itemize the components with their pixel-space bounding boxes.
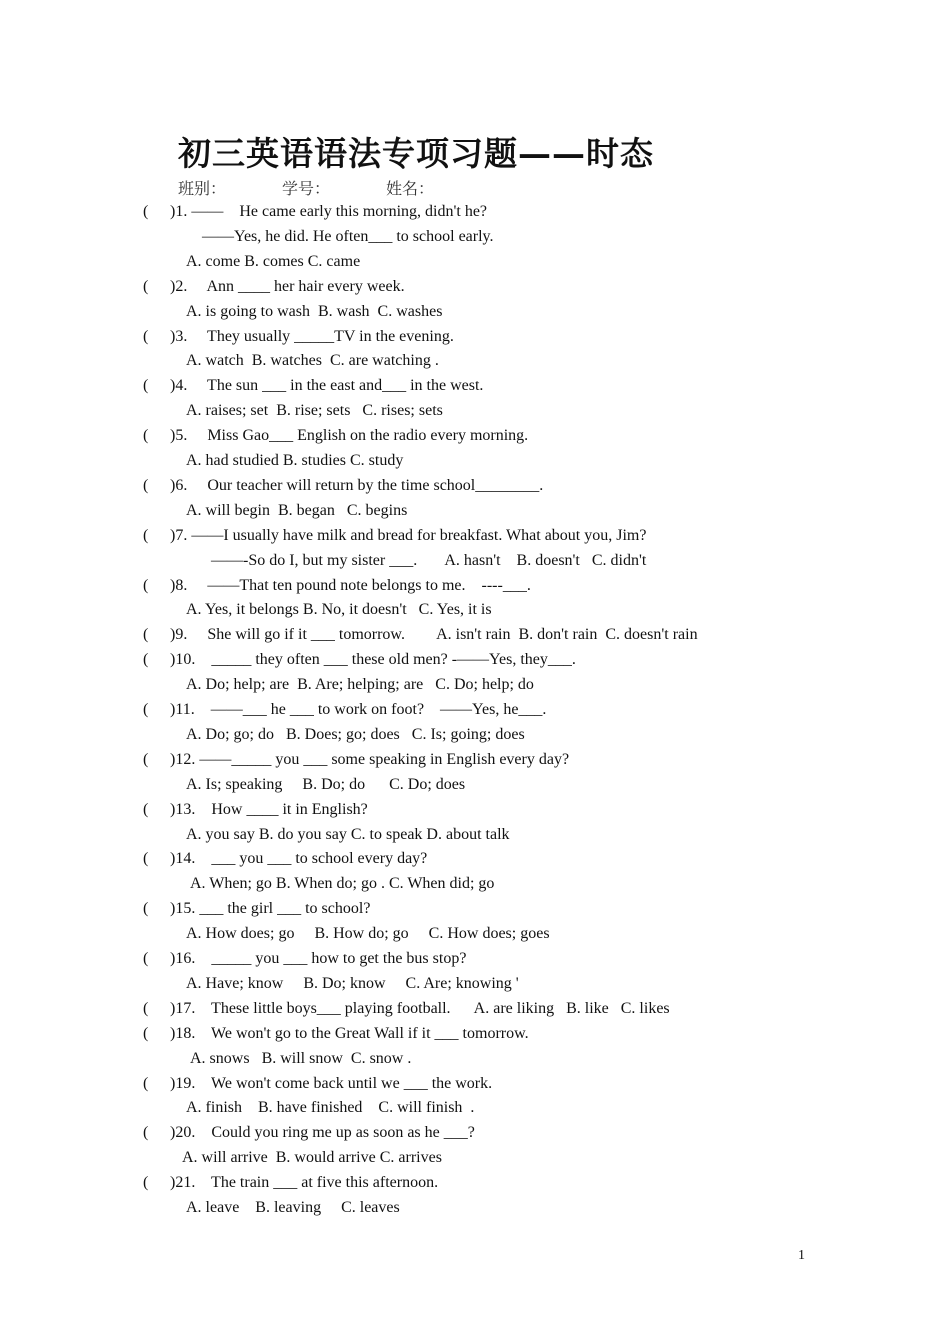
answer-paren-open: ( xyxy=(143,999,149,1017)
question-text: )17. These little boys___ playing football. A. are liking B. like C. likes xyxy=(170,999,670,1017)
question-text: )13. How ____ it in English? xyxy=(170,800,368,818)
question-text: )7. ——I usually have milk and bread for breakfast. What about you, Jim? xyxy=(170,526,647,544)
question-text: )16. _____ you ___ how to get the bus stop? xyxy=(170,950,467,967)
answer-options: A. How does; go B. How do; go C. How does; goes xyxy=(186,925,550,943)
question-text: )8. ——That ten pound note belongs to me. ----___. xyxy=(170,576,531,594)
question-text: )15. ___ the girl ___ to school? xyxy=(170,900,371,918)
answer-options: A. When; go B. When do; go . C. When did; go xyxy=(190,875,495,893)
answer-options: A. Do; help; are B. Are; helping; are C. Do; help; do xyxy=(186,676,534,694)
page-number: 1 xyxy=(798,1248,805,1263)
question-text: )19. We won't come back until we ___ the work. xyxy=(170,1074,493,1092)
answer-options: A. snows B. will snow C. snow . xyxy=(190,1049,412,1067)
answer-paren-open: ( xyxy=(143,327,149,345)
answer-options: A. Do; go; do B. Does; go; does C. Is; going; does xyxy=(186,725,525,743)
answer-options: A. is going to wash B. wash C. washes xyxy=(186,302,443,320)
answer-options: A. Is; speaking B. Do; do C. Do; does xyxy=(186,775,466,793)
question-text: )18. We won't go to the Great Wall if it ___ tomorrow. xyxy=(170,1024,529,1042)
answer-options: A. leave B. leaving C. leaves xyxy=(186,1199,400,1216)
question-text: )20. Could you ring me up as soon as he ___? xyxy=(170,1124,475,1142)
answer-options: A. come B. comes C. came xyxy=(186,252,361,270)
answer-paren-open: ( xyxy=(143,427,149,445)
student-id-label: 学号： xyxy=(282,179,331,198)
question-text: )9. She will go if it ___ tomorrow. A. isn't rain B. don't rain C. doesn't rain xyxy=(170,626,698,644)
page-title: 初三英语语法专项习题——时态 xyxy=(178,134,654,173)
answer-options: A. watch B. watches C. are watching . xyxy=(186,352,439,370)
question-text: )1. —— He came early this morning, didn't he? xyxy=(170,203,488,220)
question-text: )3. They usually _____TV in the evening. xyxy=(170,327,454,345)
name-label: 姓名： xyxy=(386,179,435,198)
answer-paren-open: ( xyxy=(143,900,149,918)
answer-paren-open: ( xyxy=(143,203,149,220)
question-text: )5. Miss Gao___ English on the radio every morning. xyxy=(170,427,529,445)
answer-options: A. will begin B. began C. begins xyxy=(186,501,408,519)
answer-options: A. had studied B. studies C. study xyxy=(186,452,404,469)
question-text: )4. The sun ___ in the east and___ in the west. xyxy=(170,377,484,395)
answer-options: ——Yes, he did. He often___ to school early. xyxy=(202,227,494,245)
question-text: )6. Our teacher will return by the time school________. xyxy=(170,476,544,494)
answer-paren-open: ( xyxy=(143,626,149,644)
class-label: 班别： xyxy=(178,179,227,198)
answer-paren-open: ( xyxy=(143,701,149,718)
answer-paren-open: ( xyxy=(143,850,149,868)
answer-paren-open: ( xyxy=(143,1124,149,1142)
question-text: )11. ——___ he ___ to work on foot? ——Yes, he___. xyxy=(170,701,547,718)
answer-paren-open: ( xyxy=(143,1174,149,1192)
answer-paren-open: ( xyxy=(143,651,149,669)
answer-paren-open: ( xyxy=(143,526,149,544)
answer-paren-open: ( xyxy=(143,476,149,494)
question-text: )14. ___ you ___ to school every day? xyxy=(170,850,428,868)
answer-paren-open: ( xyxy=(143,277,149,295)
answer-paren-open: ( xyxy=(143,1024,149,1042)
answer-options: A. finish B. have finished C. will finish . xyxy=(186,1099,475,1117)
answer-options: A. Have; know B. Do; know C. Are; knowing ' xyxy=(186,974,519,992)
answer-paren-open: ( xyxy=(143,750,149,768)
answer-paren-open: ( xyxy=(143,377,149,395)
answer-options: A. will arrive B. would arrive C. arrives xyxy=(182,1149,442,1167)
question-text: )10. _____ they often ___ these old men? -——Yes, they___. xyxy=(170,651,576,669)
answer-paren-open: ( xyxy=(143,800,149,818)
question-text: )12. ——_____ you ___ some speaking in English every day? xyxy=(170,750,570,768)
answer-options: ——-So do I, but my sister ___. A. hasn't B. doesn't C. didn't xyxy=(211,551,647,569)
question-text: )21. The train ___ at five this afternoon. xyxy=(170,1174,439,1192)
question-text: )2. Ann ____ her hair every week. xyxy=(170,277,405,295)
answer-paren-open: ( xyxy=(143,576,149,594)
answer-paren-open: ( xyxy=(143,950,149,967)
answer-options: A. you say B. do you say C. to speak D. about talk xyxy=(186,825,510,843)
answer-options: A. Yes, it belongs B. No, it doesn't C. Yes, it is xyxy=(186,601,492,619)
answer-options: A. raises; set B. rise; sets C. rises; sets xyxy=(186,402,443,420)
answer-paren-open: ( xyxy=(143,1074,149,1092)
